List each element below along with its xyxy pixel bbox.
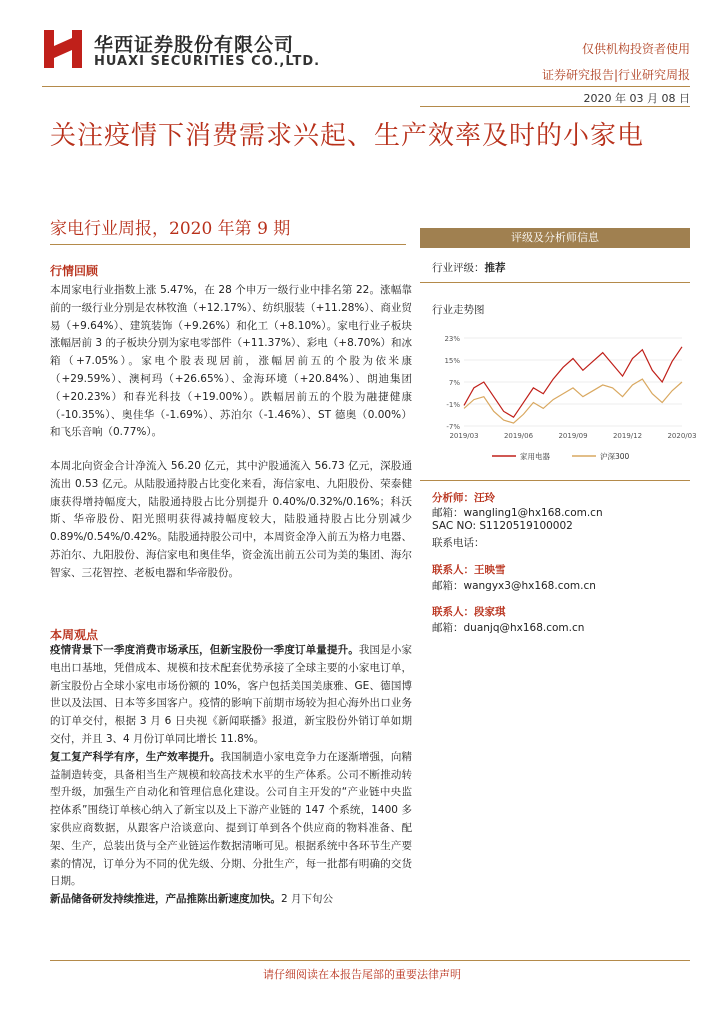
- header-divider: [42, 86, 690, 87]
- huaxi-logo: [42, 28, 84, 70]
- view-text-1: 我国是小家电出口基地，凭借成本、规模和技术配套优势承接了全球主要的小家电订单，新宝股份占全球小家电市场份额的 10%，客户包括美国美康雅、GE、德国博世以及法国、日本等多国客户。疫情的影响下前期市场较为担心海外出口业务的订单交付，根据 3 月 6 日央视《新闻联播》报道，新宝股份外销订单如期交付，并且 3、4 月份订单同比增长 11.8%。: [50, 644, 413, 745]
- x-tick-label: 2019/03: [449, 432, 479, 440]
- contact-1-label: 联系人：: [432, 564, 474, 576]
- analyst-sac: SAC NO: S1120519100002: [432, 520, 573, 532]
- x-tick-label: 2020/03: [667, 432, 697, 440]
- analyst-label: 分析师：: [432, 492, 474, 504]
- view-text-3: 2 月下旬公: [281, 893, 334, 906]
- view-text-2: 我国制造小家电竞争力在逐渐增强，向精益制造转变，具备相当生产规模和较高技术水平的生产体系。公司不断推动转型升级，加强生产自动化和管理信息化建设。公司自主开发的“产业链中央监控体系”围绕订单核心纳入了新宝以及上下游产业链的 147 个系统，1400 多家供应商数据，从跟客户洽谈意向、提到订单到各个供应商的物料准备、配架、生产，总装出货与全产业链运作数据清晰可见。根据系统中各环节生产要素的情况，订单分为不同的优先级、分期、分批生产，每一批都有明确的交货日期。: [50, 750, 413, 888]
- view-point-2: 复工复产科学有序，生产效率提升。: [50, 750, 221, 763]
- company-name-en: HUAXI SECURITIES CO.,LTD.: [94, 54, 321, 69]
- market-paragraph-2: 本周北向资金合计净流入 56.20 亿元，其中沪股通流入 56.73 亿元，深股通流出 0.53 亿元。从陆股通持股占比变化来看，海信家电、九阳股份、荣泰健康获得增持幅度大，陆股通持股占比分别提升 0.40%/0.32%/0.16%；科沃斯、华帝股份、阳光照明获得减持幅度较大，陆股通持股占比分别减少 0.89%/0.54%/0.42%。陆股通持股公司中，本周资金净入前五为格力电器、苏泊尔、九阳股份、海信家电和奥佳华，资金流出前五公司为美的集团、海尔智家、三花智控、老板电器和华帝股份。: [50, 460, 412, 579]
- analyst-email: 邮箱：wangling1@hx168.com.cn: [432, 507, 603, 519]
- trend-chart-label: 行业走势图: [432, 304, 485, 316]
- contact-2-line: [432, 604, 506, 619]
- company-name-cn: 华西证券股份有限公司: [94, 34, 295, 56]
- x-tick-label: 2019/06: [503, 432, 534, 440]
- footer-divider: [50, 960, 690, 961]
- legend-label: 沪深300: [600, 452, 630, 461]
- y-tick-label: 23%: [444, 335, 460, 343]
- y-tick-label: -1%: [446, 401, 460, 409]
- contact-2-email: 邮箱：duanjq@hx168.com.cn: [432, 622, 585, 634]
- report-type: 证券研究报告|行业研究周报: [541, 68, 690, 82]
- market-paragraph-1: 本周家电行业指数上涨 5.47%，在 28 个申万一级行业中排名第 22。涨幅靠前的一级行业分别是农林牧渔（+12.17%）、纺织服装（+11.28%）、商业贸易（+9.64%）、建筑装饰（+9.26%）和化工（+8.10%）。家电行业子板块涨幅居前 3 的子板块分别为家电零部件（+11.37%）、彩电（+8.70%）和冰箱（+7.05%）。家电个股表现居前，涨幅居前五的个股为依米康（+29.59%）、澳柯玛（+26.65%）、金海环境（+20.84%）、朗迪集团（+20.23%）和春光科技（+19.00%）。跌幅居前五的个股为融捷健康（-10.35%）、奥佳华（-1.69%）、苏泊尔（-1.46%）、ST 德奥（0.00%）和飞乐音响（0.77%）。: [50, 284, 412, 439]
- view-point-3: 新品储备研发持续推进，产品推陈出新速度加快。: [50, 893, 281, 906]
- view-point-1: 疫情背景下一季度消费市场承压，但新宝股份一季度订单量提升。: [50, 644, 359, 656]
- industry-trend-chart: [432, 330, 697, 470]
- sidebar-divider-1: [420, 282, 690, 283]
- contact-1-email: 邮箱：wangyx3@hx168.com.cn: [432, 580, 596, 592]
- contact-2-label: 联系人：: [432, 606, 474, 618]
- contact-1-name: 王映雪: [474, 564, 506, 576]
- x-tick-label: 2019/12: [612, 432, 643, 440]
- y-tick-label: 15%: [444, 357, 460, 365]
- analyst-phone: 联系电话：: [432, 537, 485, 549]
- report-date: 2020 年 03 月 08 日: [583, 92, 690, 105]
- y-tick-label: -7%: [446, 423, 460, 431]
- rating-value: 推荐: [484, 262, 506, 274]
- contact-1-line: [432, 562, 506, 577]
- x-tick-label: 2019/09: [558, 432, 588, 440]
- legend-label: 家用电器: [520, 452, 550, 461]
- date-divider: [420, 106, 690, 107]
- analyst-line: [432, 490, 495, 505]
- report-title: 关注疫情下消费需求兴起、生产效率及时的小家电: [50, 121, 645, 151]
- sidebar-divider-2: [420, 480, 690, 481]
- legal-notice: 请仔细阅读在本报告尾部的重要法律声明: [263, 968, 461, 981]
- analyst-name: 汪玲: [474, 492, 495, 504]
- rating-box-title: 评级及分析师信息: [420, 228, 690, 248]
- y-tick-label: 7%: [448, 379, 460, 387]
- weekly-view-paragraph: [50, 642, 412, 909]
- weekly-view-heading: 本周观点: [50, 628, 99, 642]
- rating-label: 行业评级：: [432, 262, 485, 274]
- audience-note: 仅供机构投资者使用: [581, 42, 690, 56]
- market-review-heading: 行情回顾: [50, 264, 99, 278]
- report-subtitle: 家电行业周报，2020 年第 9 期: [50, 219, 291, 239]
- contact-2-name: 段家琪: [474, 606, 506, 618]
- industry-rating: [432, 260, 506, 275]
- subtitle-divider: [50, 244, 406, 245]
